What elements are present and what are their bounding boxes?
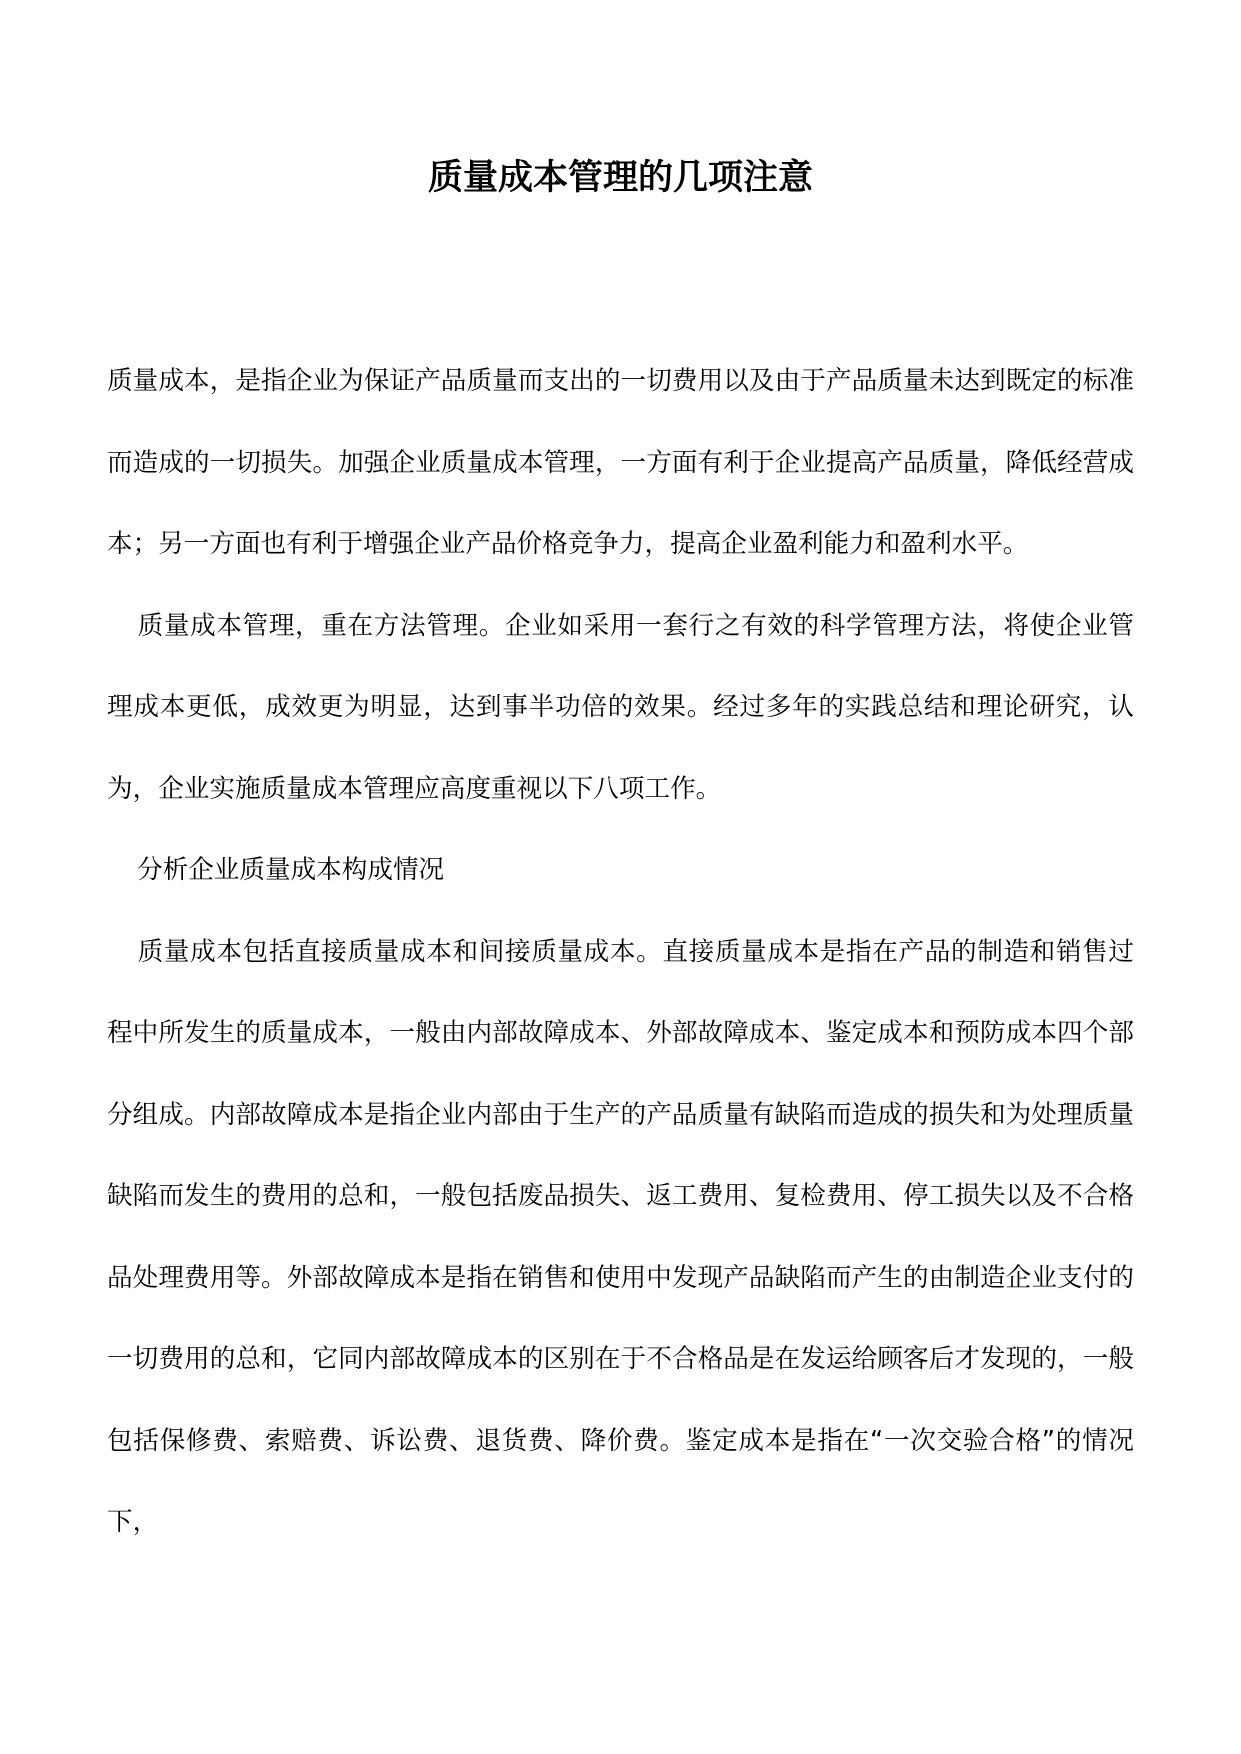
paragraph-method <box>107 586 1134 831</box>
paragraph-text: 质量成本，是指企业为保证产品质量而支出的一切费用以及由于产品质量未达到既定的标准而造成的一切损失。加强企业质量成本管理，一方面有利于企业提高产品质量，降低经营成本；另一方面也有利于增强企业产品价格竞争力，提高企业盈利能力和盈利水平。 <box>107 366 1134 559</box>
paragraph-text: 质量成本包括直接质量成本和间接质量成本。直接质量成本是指在产品的制造和销售过程中所发生的质量成本，一般由内部故障成本、外部故障成本、鉴定成本和预防成本四个部分组成。内部故障成本是指企业内部由于生产的产品质量有缺陷而造成的损失和为处理质量缺陷而发生的费用的总和，一般包括废品损失、返工费用、复检费用、停工损失以及不合格品处理费用等。外部故障成本是指在销售和使用中发现产品缺陷而产生的由制造企业支付的一切费用的总和，它同内部故障成本的区别在于不合格品是在发运给顾客后才发现的，一般包括保修费、索赔费、诉讼费、退货费、降价费。鉴定成本是指在“一次交验合格”的情况下， <box>107 936 1134 1537</box>
document-title: 质量成本管理的几项注意 <box>427 157 813 198</box>
section-heading-text: 分析企业质量成本构成情况 <box>137 855 445 885</box>
paragraph-definition <box>107 341 1134 586</box>
section-heading <box>107 830 1134 912</box>
document-body <box>107 341 1134 1564</box>
paragraph-text: 质量成本管理，重在方法管理。企业如采用一套行之有效的科学管理方法，将使企业管理成本更低，成效更为明显，达到事半功倍的效果。经过多年的实践总结和理论研究，认为，企业实施质量成本管理应高度重视以下八项工作。 <box>107 610 1134 804</box>
paragraph-composition <box>107 912 1134 1564</box>
